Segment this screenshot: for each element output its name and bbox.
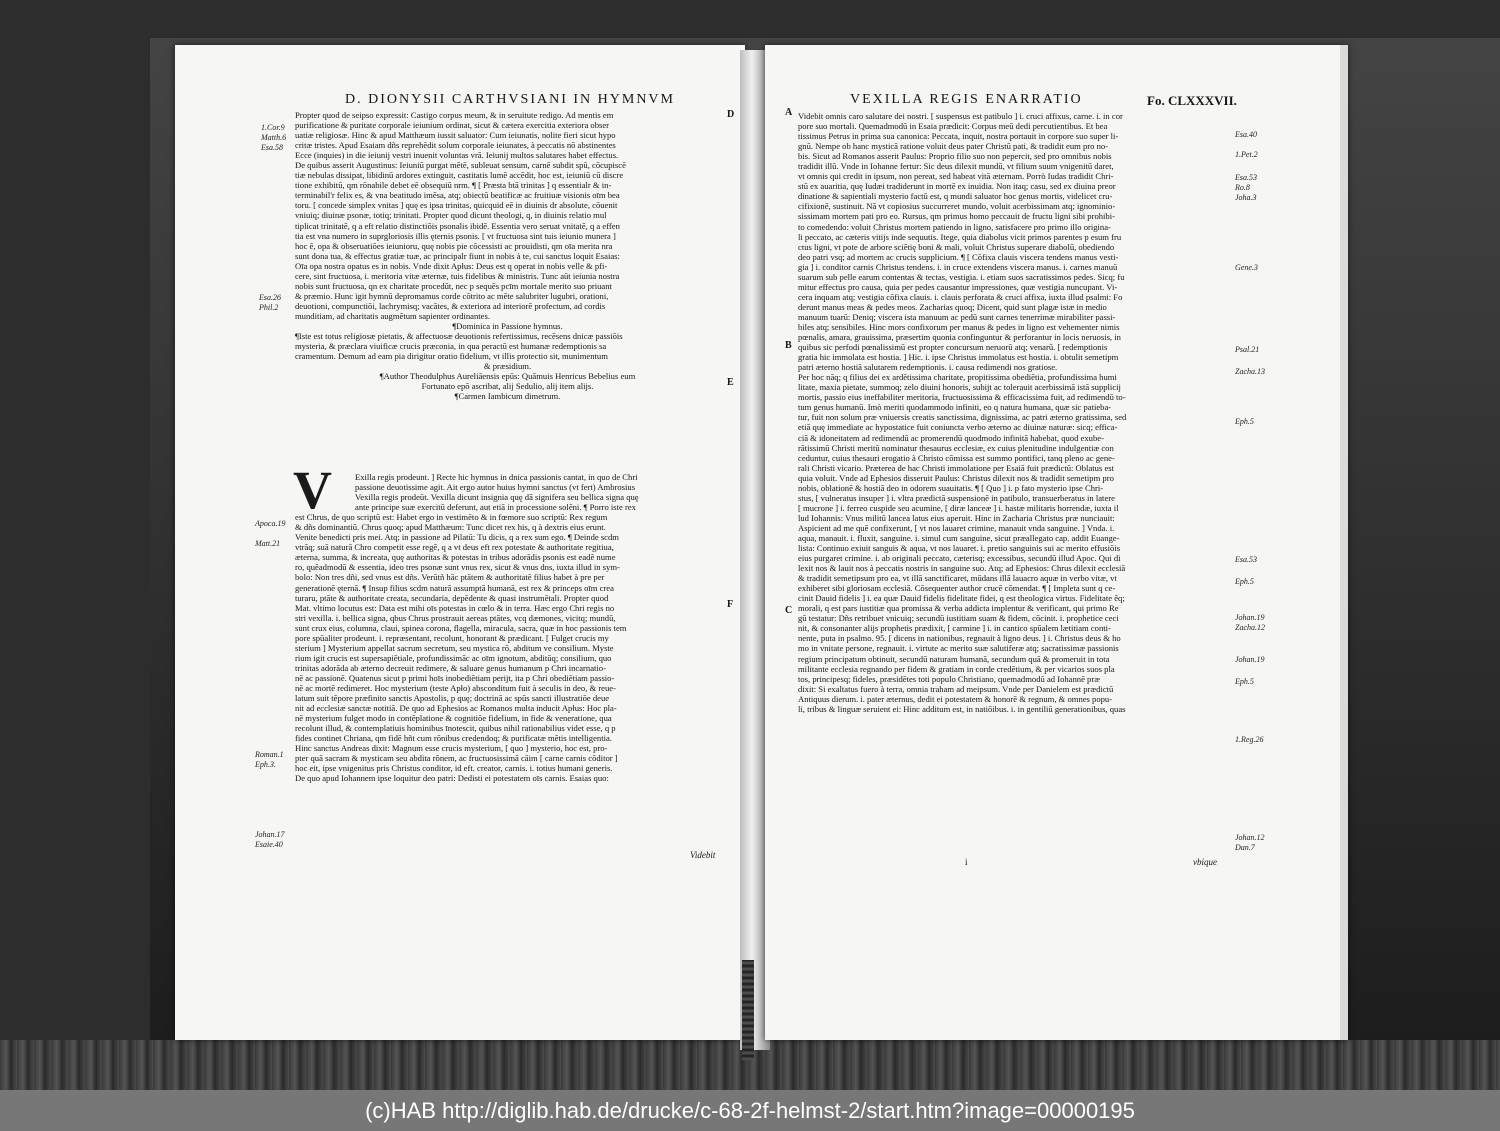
text-line: regium principatum obtinuit, secundū naturam humanā, secundum quā & promeruit in tota (798, 653, 1110, 664)
text-line: litate, maxia pietate, summoq; zelo diuini honoris, subijt ac tolerauit acerbissimā istā supplicij (798, 382, 1121, 393)
text-line: Vexilla regis prodeūt. Vexilla dicunt insignia quę dā signifera seu bellica signa quę (355, 492, 639, 503)
left-paragraph-2 (295, 472, 720, 783)
folio-number: Fo. CLXXXVII. (1147, 93, 1237, 108)
catchword: Videbit (690, 850, 716, 860)
text-line: tia est vna numero in suprgloriosis illis ęternis psonis. [ vt fructuosa sint tuis ieiunio munera ] (295, 230, 616, 241)
right-page (765, 45, 1348, 1040)
text-line: mo in vnitate persone, regnauit. i. virtute ac merito suæ salutiferæ atq; sacratissimæ passionis (798, 643, 1119, 654)
text-line: munditiam, ad charitatis augmētum sapienter ordinantes. (295, 310, 490, 321)
margin-note: Phil.2 (259, 303, 279, 312)
text-line: & præsidium. (483, 361, 532, 372)
text-line: dinatione & sapientiali mysterio factū est, q mundi saluator hoc genus mortis, videlicet cru- (798, 191, 1113, 202)
text-line: æterna, summa, & increata, quę authoritas & potestas in tribus adorādis psonis est eadē nume (295, 552, 616, 563)
text-line: cramentum. Demum ad eam pia dirigitur oratio fidelium, vt illis protectio sit, munimentum (295, 351, 608, 362)
text-line: purificatione & puritate corporale ieiunium ordinat, sicut & cætera exercitia exteriora obser (295, 120, 610, 131)
text-line: sterium ] Mysterium appellat sacrum secretum, seu mystica rō, abditum ve consilium. Myste (295, 642, 614, 653)
text-line: li, tribus & linguæ seruient ei: Hinc additum est, in natiōibus. i. in gentiliū generationibus, quas (798, 703, 1126, 714)
text-line: Exilla regis prodeunt. ] Recte hic hymnus in dnica passionis cantat, in quo de Chri (355, 472, 638, 482)
text-line: recolunt illud, & contemplatiuis hominibus īnotescit, quibus nihil rationabilius videt esse, q p (295, 723, 616, 734)
section-letter-f: F (727, 599, 734, 610)
text-line: aqua, manauit. i. fluxit, sanguine. i. simul cum sanguine, sicut præallegato cap. addit Euange- (798, 532, 1120, 543)
text-line: ciā & idoneitatem ad redimendū ac promerendū quodmodo infinitā habebat, quod exube- (798, 432, 1104, 443)
margin-note: Eph.5 (1235, 577, 1254, 586)
text-line: est Chrus, de quo scriptū est: Habet ergo in vestimēto & in fœmore suo scriptū: Rex regum (295, 512, 608, 523)
margin-note: Esa.40 (1235, 130, 1257, 139)
margin-note: Gene.3 (1235, 263, 1258, 272)
margin-note: 1.Cor.9 (261, 123, 285, 132)
text-line: De quibus asserit Augustinus: Ieiuniū purgat mētē, subleuat sensum, carnē subdit spū, cōcupiscē (295, 160, 626, 171)
margin-note: Apoca.19 (255, 519, 286, 528)
margin-note: Matt.21 (255, 539, 281, 548)
left-running-head: D. DIONYSII CARTHVSIANI IN HYMNVM (345, 92, 675, 107)
drop-cap: V (293, 460, 332, 520)
text-line: mitur effectus pro causa, quia per pedes causantur impressiones, quæ vestigia nuncupant. Vi- (798, 281, 1118, 292)
text-line: nit, & consonanter alijs prophetis prædixit, [ carmine ] i. in cantico spūalem lætitiam conti- (798, 623, 1111, 634)
text-line: gnū. Nempe ob hanc mysticā ratione voluit deus pater Christū pati, & tradidit eum pro no- (798, 141, 1109, 152)
text-line: bis. Sicut ad Romanos asserit Paulus: Proprio filio suo non pepercit, sed pro omnibus nobis (798, 151, 1112, 162)
margin-note: 1.Pet.2 (1235, 150, 1258, 159)
text-line: vt omnis qui credit in ipsum, non pereat, sed habeat vitā æternam. Porrò Iudas tradidit Chri- (798, 171, 1114, 182)
gutter-edge (742, 960, 754, 1060)
author-line: Fortunato epō ascribat, alij Sedulio, alij item alijs. (421, 381, 594, 392)
text-line: quia voluit. Vnde ad Ephesios disseruit Paulus: Christus dilexit nos & tradidit semetipm pro (798, 472, 1114, 483)
text-line: pter quā sacram & mysticam seu abdita rōnem, ac fructuosissimā cāim [ carne carnis cōditor ] (295, 753, 618, 764)
margin-note: Zacha.12 (1235, 623, 1265, 632)
margin-note: Joha.3 (1235, 193, 1257, 202)
text-line: cere, sint fructuosa, i. meritoria vitæ æternæ, tuis fidelibus & ministris. Tunc aūt ieiunia nostra (295, 270, 620, 281)
text-line: militante ecclesia regnando per fidem & gratiam in corde credētium, & per vicarios suos pla (798, 663, 1115, 674)
text-line: gratia hic immolata est hostia. ] Hic. i. ipse Christus immolatus est hostia. i. obtulit semetipm (798, 352, 1119, 363)
text-line: nobis sunt fructuosa, qn ex charitate procedūt, nec p sequēs pcīm mortale merito suo priuant (295, 280, 612, 291)
section-letter-a: A (785, 107, 793, 118)
text-line: Videbit omnis caro salutare dei nostri. [ suspensus est patibulo ] i. cruci affixus, carne. i. in cor (798, 111, 1123, 121)
text-line: Ecce (inquies) in die ieiunij vestri inuenit voluntas vrā. Ieiunij multos salutares habet effectus. (295, 150, 619, 161)
text-line: deo patri vsq; ad mortem ac crucis supplicium. ¶ [ Cōfixa clauis viscera tendens manus vesti- (798, 251, 1119, 262)
text-line: stri vexilla. i. bellica signa, qbus Chrus prostrauit aereas ptātes, vcq dæmones, vicitq; mundū, (295, 612, 616, 623)
text-line: tradidit illū. Vnde in Iohanne fertur: Sic deus dilexit mundū, vt filium suum vnigenitū daret, (798, 161, 1114, 172)
text-line: sunt crux eius, columna, claui, spinea corona, flagella, miracula, sacra, quæ in hoc passionis tem (295, 622, 627, 633)
text-line: hoc eit, ipse vnigenitus pris Christus conditor, id eft. creator, carnis. i. totius humani generis. (295, 763, 613, 774)
text-line: Antiquus dierum. i. pater æternus, dedit ei potestatem & honorē & regnum, & omnes popu- (798, 693, 1113, 704)
text-line: nē ac mortē redimeret. Hoc mysterium (teste Apło) absconditum fuit à seculis in deo, & reue- (295, 682, 616, 693)
text-line: terminabil'r felix es, & vna beatitudo imēsa, atq; obiectū beatificæ ac fruitiuæ visionis oīm bea (295, 190, 620, 201)
signature-mark: i (965, 857, 968, 867)
text-line: tissimus Petrus in prima sua canonica: Peccata, inquit, nostra portauit in corpore suo super li- (798, 131, 1119, 142)
text-line: fides continet Chriana, qm fidē hñt cum rōnibus credendoq; & purificatæ mētis intelligentia. (295, 733, 612, 744)
text-line: ¶Iste est totus religiosæ pietatis, & affectuosæ deuotionis refertissimus, recēsens dnicæ passiōis (295, 331, 623, 342)
section-heading: ¶Dominica in Passione hymnus. (452, 320, 563, 331)
text-line: cifixionē, sustinuit. Nā vt copiosius succurreret mundo, voluit acerbissimam atq; ignominio- (798, 201, 1116, 212)
text-line: ceduntur, cuius thesauri erogatio à Christo cōmissa est summo pontifici, tanq pleno ac gene- (798, 452, 1115, 463)
text-line: tur, fuit non solum præ vniuersis creatis sanctissima, dignissima, ac patri æterno gratissima, sed (798, 412, 1127, 423)
text-line: ante principe suæ exercitū deferunt, aut etiā in processione solēni. ¶ Porro iste rex (355, 502, 636, 513)
text-line: Oīa opa nostra opatus es in nobis. Vnde dixit Apłus: Deus est q operat in nobis velle & pfi- (295, 260, 608, 271)
text-line: De quo apud Iohannem ipse loquitur deo patri: Dedisti ei potestatem oīs carnis. Esaias quo: (295, 773, 609, 784)
text-line: nente, puta in psalmo. 95. [ dicens in nationibus, regnauit à ligno deus. ] i. Christus deus & ho (798, 633, 1121, 644)
text-line: tiæ nebulas dissipat, libidinū ardores extinguit, castitatis lumē accēdit, hoc est, ieiuniū cū discre (295, 170, 624, 181)
text-line: rium igit crucis est supersapiētiale, profundissimāc ac oīm ignotum, abditūq; consilium, quo (295, 652, 612, 663)
text-line: tum genus humanū. Imò meriti quodammodo infiniti, eo q natura humana, quæ sic patieba- (798, 402, 1112, 413)
text-line: Aspicient ad me quē confixerunt, [ vt nos lauaret crimine, manauit vnda sanguine. ] Vnda. i. (798, 522, 1115, 533)
right-text-column (798, 111, 1228, 714)
text-line: Per hoc nāq; q filius dei ex ardētissima charitate, propitissima obediētia, profundissima humi (798, 372, 1117, 383)
text-line: lud Iohannis: Vnus militū lancea latus eius aperuit. Hinc in Zacharia Christus præ nunciauit: (798, 512, 1115, 523)
margin-note: Esa.53 (1235, 555, 1257, 564)
text-line: morali, q est pars iustitiæ qua promissa & verba addicta implentur & verificant, qui primo Re (798, 603, 1119, 614)
margin-note: Johan.19 (1235, 613, 1265, 622)
text-line: stū ex auaritia, quę Iudæi tradiderunt in mortē ex inuidia. Non itaq; casu, sed ex diuina preor (798, 181, 1116, 192)
text-line: cera inquam atq; vestigia cōfixa clauis. i. clauis perforata & cruci affixa, iuxta illud psalmi: Fo (798, 291, 1123, 302)
margin-note: Psal.21 (1235, 345, 1260, 354)
text-line: hoc ē, opa & obseruatiōes ieiunioru, quę nobis pie cōcessisti ac prouidisti, qm oīa merita nra (295, 240, 613, 251)
margin-note: Eph.3. (255, 760, 276, 769)
text-line: bolo: Non tres dñi, sed vnus est dñs. Verūtñ hāc ptātem & authoritatē filius habet à pre per (295, 572, 605, 583)
text-line: pore suo mortali. Quemadmodū in Esaia prædicit: Corpus meū dedi percutientibus. Et bea (798, 121, 1108, 132)
text-line: pœnalis, amara, grauissima, præsertim quonia confinguntur & perforantur in locis neruosis, in (798, 332, 1121, 343)
text-line: deuotioni, compunctiōi, lachrymisq; vacātes, & exteriora ad interiorē profectum, ad cordis (295, 300, 606, 311)
text-line: turaru, ptāte & authoritate creata, secundaria, depēdente & quasi instrumētali. Propter quod (295, 592, 609, 603)
text-line: suarum sub pelle earum contentas & tectas, vestigia. i. etiam suos sacratissimos pedes. Sicq; fu (798, 271, 1125, 282)
text-line: patri æterno hostiā salutarem redemptionis. i. causa redimendi nos gratiose. (798, 362, 1058, 373)
text-line: nit ad ecclesiæ sanctæ notitiā. De quo ad Ephesios ac Romanos multa inducit Apłus: Hoc pla- (295, 703, 617, 714)
text-line: mysteria, & præclara viuificæ crucis præconia, in qua peractū est humanæ redemptionis sa (295, 341, 607, 352)
text-line: stus, [ vulneratus insuper ] i. vltra prædictā suspensionē in patibulo, transuerberatus in latere (798, 492, 1115, 503)
text-line: Propter quod de seipso expressit: Castigo corpus meum, & in seruitute redigo. Ad mentis em (295, 110, 614, 120)
text-line: etiā quę immediate ac hypostatice fuit coniuncta verbo æterno ac diuinæ naturæ: sicq; effica- (798, 422, 1118, 433)
text-line: generationē ęternā. ¶ Insup filius scdm naturā assumptā humanā, est rex & princeps oīm crea (295, 582, 614, 593)
text-line: & tradidit semetipsum pro ea, vt illā sanctificaret, mūdans illā lauacro aquæ in verbo vitæ, vt (798, 573, 1117, 584)
text-line: ro, quēadmodū & essentia, ideo tres psonæ sunt vnus rex, sicut & vnus dns, iuxta illud in sym- (295, 562, 620, 573)
margin-note: 1.Reg.26 (1235, 735, 1264, 744)
text-line: to comedendo: voluit Christus mortem patiendo in ligno, satisfacere pro primo illo origina- (798, 221, 1111, 232)
margin-note: Roman.1 (255, 750, 284, 759)
text-line: & præmio. Hunc igit hymnū depromamus corde cōtrito ac mēte salubriter lugubri, orationi, (295, 290, 609, 301)
margin-note: Esa.53 (1235, 173, 1257, 182)
margin-note: Johan.17 (255, 830, 285, 839)
text-line: rali Christi vicario. Præterea de hac Christi immolatione per Esaiā fuit prædictū: Oblatus est (798, 462, 1114, 473)
left-page (175, 45, 745, 1040)
section-letter-e: E (727, 377, 734, 388)
margin-note: Esa.58 (261, 143, 283, 152)
section-letter-d: D (727, 109, 735, 120)
text-line: gū testatur: Dñs retribuet vnicuiq; secundū iustitiam suam & fidem, cōcinit. i. prophetice ceci (798, 613, 1119, 624)
text-line: quibus sic perfodi pœnalissimū est propter concursum neruorū atq; venarū. [ redemptionis (798, 342, 1108, 353)
margin-note: Zacha.13 (1235, 367, 1265, 376)
text-line: dixit: Si exaltatus fuero à terra, omnia traham ad meipsum. Vnde per Danielem est prædictū (798, 683, 1114, 694)
text-line: tione exhibitū, qm rōnabile debet eē obsequiū nrm. ¶ [ Præsta btā trinitas ] q essentialr & in- (295, 180, 612, 191)
margin-note: Esa.26 (259, 293, 281, 302)
margin-note: Dan.7 (1235, 843, 1255, 852)
text-line: Venite benedicti pris mei. Atq; in passione ad Pilatū: Tu dicis, q a rex sum ego. ¶ Deinde scdm (295, 532, 619, 543)
text-line: latum suit tēpore præfinito sanctis Apostolis, p quę; doctrinā ac spūs sancti illustratiōe deue (295, 693, 610, 704)
right-running-head: VEXILLA REGIS ENARRATIO (850, 92, 1083, 107)
margin-note: Johan.12 (1235, 833, 1265, 842)
text-line: Mat. vltimo locutus est: Data est mihi oīs potestas in cœlo & in terra. Hæc ergo Chri regis no (295, 602, 615, 613)
margin-note: Eph.5 (1235, 417, 1254, 426)
section-letter-c: C (785, 605, 793, 616)
text-line: vtrāq; suā naturā Chro competit esse regē, q a vt deus eft rex potestate & authoritate regitiua, (295, 542, 614, 553)
margin-note: Eph.5 (1235, 677, 1254, 686)
text-line: [ mucrone ] i. ferreo cuspide seu acumine, [ diræ lanceæ ] i. hastæ militaris horrendæ, iuxta il (798, 502, 1119, 513)
text-line: li peccato, ac cæteris vitijs inde sequutis. Itege, quia diabolus vicit primos parentes p esum fru (798, 231, 1122, 242)
text-line: trinitas adorāda ab æterno decreuit redimere, & saluare genus humanum p Chri incarnatio- (295, 662, 606, 673)
text-line: pore spūaliter prodeunt. i. repræsentant, recolunt, honorant & prædicant. [ Fulget crucis my (295, 632, 609, 643)
text-line: gia ] i. conditor carnis Christus tendens. i. in cruce extendens viscera manus. i. carnes manuū (798, 261, 1118, 272)
text-line: lexit nos & lauit nos à peccatis nostris in sanguine suo. Atq; ad Ephesios: Chrus dilexit ecclesiā (798, 563, 1126, 574)
text-line: lista: Continuo exiuit sanguis & aqua, vt nos lauaret. i. pretio sanguinis sui ac merito effusiōis (798, 543, 1121, 554)
margin-note: Esaie.40 (255, 840, 283, 849)
text-line: nē mysterium fulget modo in contēplatione & cognitiōe fidelium, in fide & veneratione, qua (295, 713, 612, 724)
text-line: rātissimū Christi meritū nominatur thesaurus ecclesiæ, ex cuius plenitudine indulgentiæ con (798, 442, 1114, 453)
text-line: tiplicat trinitatē, q a eft relatio distinctiōis psonalis ibidē. Essentia vero seruat vnitatē, q a effen (295, 220, 620, 231)
text-line: & dñs dominantiū. Chrus quoq; apud Matthæum: Tunc dicet rex his, q à dextris eius erunt. (295, 522, 606, 533)
text-line: exhiberet sibi gloriosam ecclesiā. Cōsequenter author crucē cōmendat. ¶ [ Impleta sunt q ce- (798, 583, 1116, 594)
section-letter-b: B (785, 340, 792, 351)
margin-note: Johan.19 (1235, 655, 1265, 664)
image-caption: (c)HAB http://diglib.hab.de/drucke/c-68-2f-helmst-2/start.htm?image=00000195 (0, 1090, 1500, 1131)
text-line: derunt manus meas & pedes meos. Zacharias quoq; Dicent, quid sunt plagæ istæ in medio (798, 301, 1107, 312)
text-line: toru. [ concede simplex vnitas ] quę es ipsa trinitas, quicquid eē in diuinis dr absolute, cōuenit (295, 200, 618, 211)
text-line: vniuiq; diuinæ psonæ, totiq; trinitati. Propter quod dicunt theologi, q, in diuinis relatio mul (295, 210, 607, 221)
text-line: nobis, oblationē & hostiā deo in odorem suauitatis. ¶ [ Quo ] i. p fato mysterio ipse Chri- (798, 482, 1104, 493)
left-paragraph-1 (295, 110, 720, 401)
text-line: critæ tristes. Apud Esaiam dñs reprehēdit solum corporale ieiunates, à peccatis nō abstinentes (295, 140, 616, 151)
text-line: ctus ligni, vt pote de arbore sciētię boni & mali, voluit Christus superare diabolū, obediendo (798, 241, 1115, 252)
text-line: cinit Dauid fidelis ] i. ea quæ Dauid fidelis fidelitate fidei, q est theologica virtus. Fidelitate êq; (798, 593, 1125, 604)
text-line: biles atq; sensibiles. Hinc mors confixorum per manus & pedes in ligno est vehementer nimis (798, 321, 1120, 332)
author-line: ¶Author Theodulphus Aureliāensis epūs: Quāmuis Henricus Bebelius eum (379, 371, 636, 382)
text-line: Hinc sanctus Andreas dixit: Magnum esse crucis mysterium, [ quo ] mysterio, hoc est, pro- (295, 743, 608, 754)
text-line: sissimam mortem pati pro eo. Rursus, qm primus homo peccauit de fructu ligni sibi prohibi- (798, 211, 1115, 222)
catchword: vbique (1193, 857, 1217, 867)
margin-note: Ro.8 (1235, 183, 1250, 192)
text-line: sunt dona tua, & effectus gratiæ tuæ, ac principalr fiunt in nobis à te, cui sanctus loquit Esaias: (295, 250, 620, 261)
text-line: manuum tuarū: Deniq; viscera ista manuum ac pedū sunt carnes tenerrimæ mirabiliter passi- (798, 311, 1116, 322)
text-line: mortis, passio eius ineffabiliter meritoria, fructuosissima & efficacissima fuit, ad redimendū to- (798, 392, 1126, 403)
section-heading: ¶Carmen Iambicum dimetrum. (454, 391, 561, 402)
text-line: eius purgaret crimine. i. ab originali peccato, cæterisq; excessibus, secundū illud Apoc. Qui di (798, 553, 1121, 564)
text-line: nē ac passionē. Quatenus sicut p primi hoīs inobediētiam perijt, ita p Chri obediētiam passio- (295, 672, 615, 683)
text-line: tos, principesq; fideles, præsidētes toti populo Christiano, quemadmodū ad Iohannē præ (798, 673, 1100, 684)
text-line: uatiæ religiosæ. Hinc & apud Matthæum iussit saluator: Cum ieiunatis, nolite fieri sicut hypo (295, 130, 616, 141)
text-line: passione deuotissime agit. Ait ergo autor huius hymni sanctus (vt fert) Ambrosius (355, 482, 636, 493)
margin-note: Matth.6 (261, 133, 287, 142)
